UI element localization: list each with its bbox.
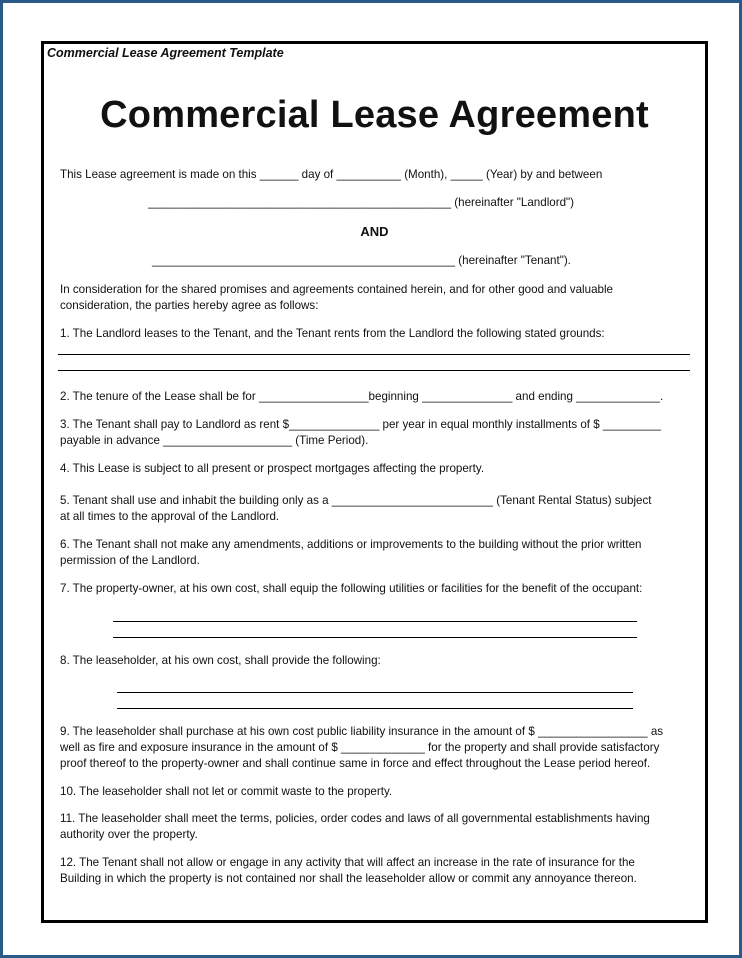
clause-2: 2. The tenure of the Lease shall be for _________________beginning ______________ and ending _____________. (60, 390, 664, 403)
tenant-line: _______________________________________________ (hereinafter "Tenant"). (152, 254, 571, 267)
clause-9-line-1: 9. The leaseholder shall purchase at his own cost public liability insurance in the amount of $ _________________ as (60, 725, 664, 738)
clause-4: 4. This Lease is subject to all present or prospect mortgages affecting the property. (60, 462, 485, 475)
and-separator: AND (360, 224, 389, 239)
template-label: Commercial Lease Agreement Template (47, 46, 284, 60)
clause-7-blank-line (113, 621, 637, 622)
clause-1-blank-line (58, 354, 690, 355)
clause-8-blank-line (117, 692, 633, 693)
clause-5-line-1: 5. Tenant shall use and inhabit the building only as a _________________________ (Tenant Rental Status) subject (60, 494, 652, 507)
clause-7: 7. The property-owner, at his own cost, shall equip the following utilities or facilities for the benefit of the occupant: (60, 582, 643, 595)
clause-11-line-2: authority over the property. (60, 828, 198, 841)
clause-11-line-1: 11. The leaseholder shall meet the terms, policies, order codes and laws of all governmental establishments having (60, 812, 650, 825)
document-frame (41, 41, 708, 923)
clause-8: 8. The leaseholder, at his own cost, shall provide the following: (60, 654, 381, 667)
consideration-line-2: consideration, the parties hereby agree as follows: (60, 299, 319, 312)
document-title: Commercial Lease Agreement (100, 94, 649, 136)
clause-5-line-2: at all times to the approval of the Landlord. (60, 510, 280, 523)
clause-6-line-1: 6. The Tenant shall not make any amendments, additions or improvements to the building without the prior written (60, 538, 642, 551)
clause-12-line-1: 12. The Tenant shall not allow or engage in any activity that will affect an increase in the rate of insurance for the (60, 856, 635, 869)
clause-12-line-2: Building in which the property is not contained nor shall the leaseholder allow or commit any annoyance thereon. (60, 872, 637, 885)
clause-10: 10. The leaseholder shall not let or commit waste to the property. (60, 785, 393, 798)
consideration-line-1: In consideration for the shared promises and agreements contained herein, and for other good and valuable (60, 283, 613, 296)
clause-8-blank-line (117, 708, 633, 709)
clause-1: 1. The Landlord leases to the Tenant, and the Tenant rents from the Landlord the following stated grounds: (60, 327, 605, 340)
clause-7-blank-line (113, 637, 637, 638)
intro-line: This Lease agreement is made on this ______ day of __________ (Month), _____ (Year) by and between (60, 168, 603, 181)
landlord-line: _______________________________________________ (hereinafter "Landlord") (148, 196, 574, 209)
clause-9-line-2: well as fire and exposure insurance in the amount of $ _____________ for the property and shall provide satisfactory (60, 741, 660, 754)
clause-9-line-3: proof thereof to the property-owner and shall continue same in force and effect throughout the Lease period hereof. (60, 757, 651, 770)
clause-3-line-1: 3. The Tenant shall pay to Landlord as rent $______________ per year in equal monthly installments of $ _________ (60, 418, 661, 431)
clause-6-line-2: permission of the Landlord. (60, 554, 200, 567)
clause-3-line-2: payable in advance ____________________ (Time Period). (60, 434, 369, 447)
clause-1-blank-line (58, 370, 690, 371)
